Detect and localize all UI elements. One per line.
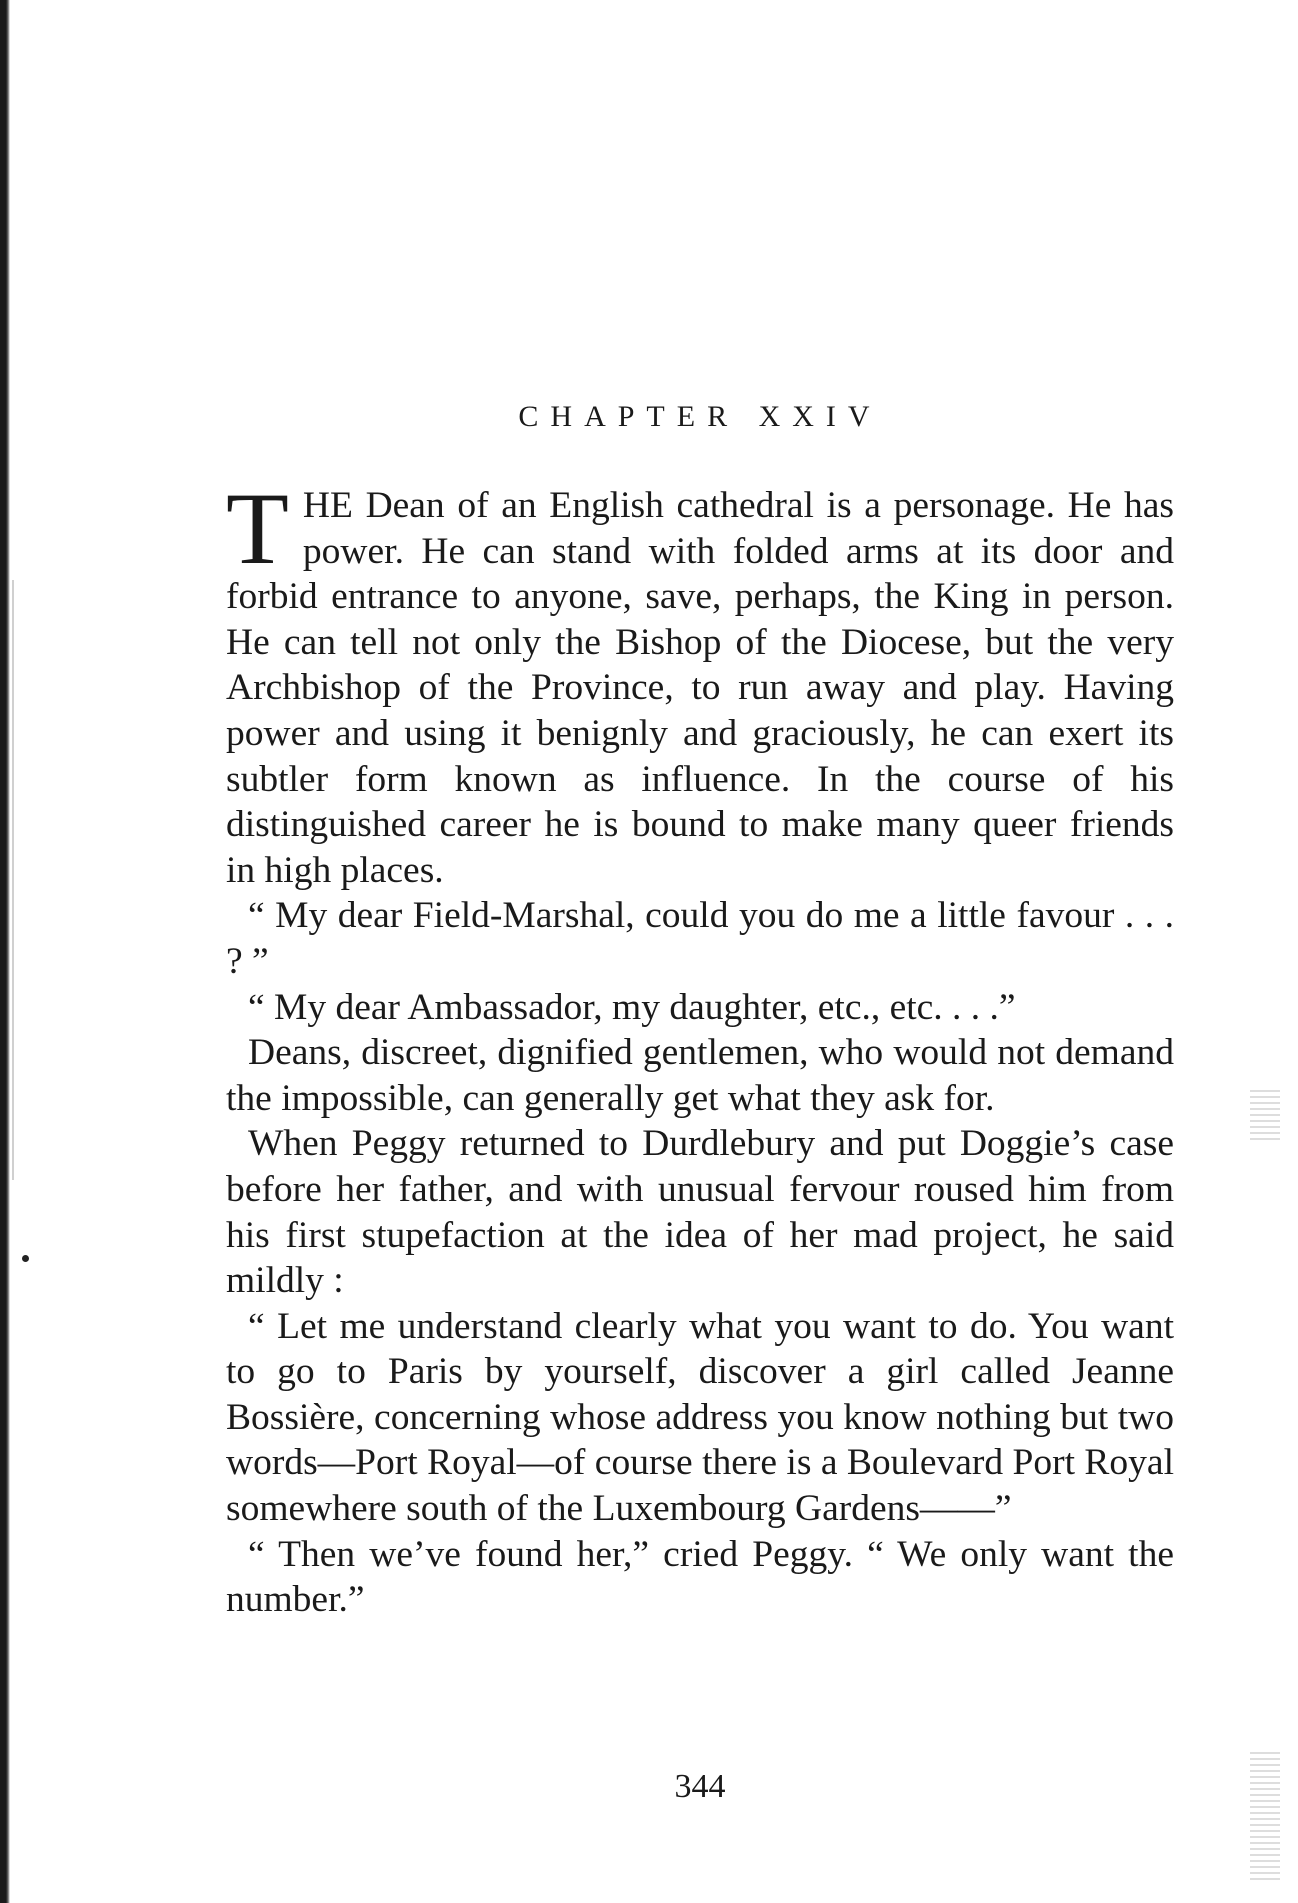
page-binding-edge — [0, 0, 10, 1903]
body-text — [226, 472, 1174, 1623]
drop-cap: T — [226, 472, 289, 586]
paragraph: Deans, discreet, dignified gentlemen, who would not demand the impossible, can generally get what they ask for. — [226, 1032, 1174, 1119]
scan-speck — [1250, 1090, 1280, 1140]
paragraph: “ Then we’ve found her,” cried Peggy. “ We only want the number.” — [226, 1533, 1174, 1621]
margin-mark — [22, 1255, 29, 1262]
paragraph: “ My dear Field-Marshal, could you do me a little favour . . . ? ” — [226, 895, 1174, 982]
page-number: 344 — [674, 1768, 726, 1805]
chapter-heading: CHAPTER XXIV — [518, 400, 882, 433]
scan-speck — [1250, 1750, 1280, 1880]
paragraph: “ Let me understand clearly what you want to do. You want to go to Paris by yourself, discover a girl called Jeanne Bossière, concerning whose address you know nothing but two words—Port Royal—of course there is a Boulevard Port Royal somewhere south of the Luxembourg Gardens——” — [226, 1305, 1174, 1530]
paragraph-text: HE Dean of an English cathedral is a personage. He has power. He can stand with folded arms at its door and forbid entrance to anyone, save, perhaps, the King in person. He can tell not only the Bishop of the Diocese, but the very Archbishop of the Province, to run away and play. Having power and using it benignly and graciously, he can exert its subtler form known as influence. In the course of his distinguished career he is bound to make many queer friends in high places. — [226, 485, 1174, 891]
paragraph: “ My dear Ambassador, my daughter, etc., etc. . . .” — [248, 986, 1016, 1028]
page-edge-shadow — [12, 580, 14, 1180]
paragraph: When Peggy returned to Durdlebury and put Doggie’s case before her father, and with unusual fervour roused him from his first stupefaction at the idea of her mad project, he said mildly : — [226, 1123, 1174, 1302]
paragraph — [226, 472, 1174, 893]
